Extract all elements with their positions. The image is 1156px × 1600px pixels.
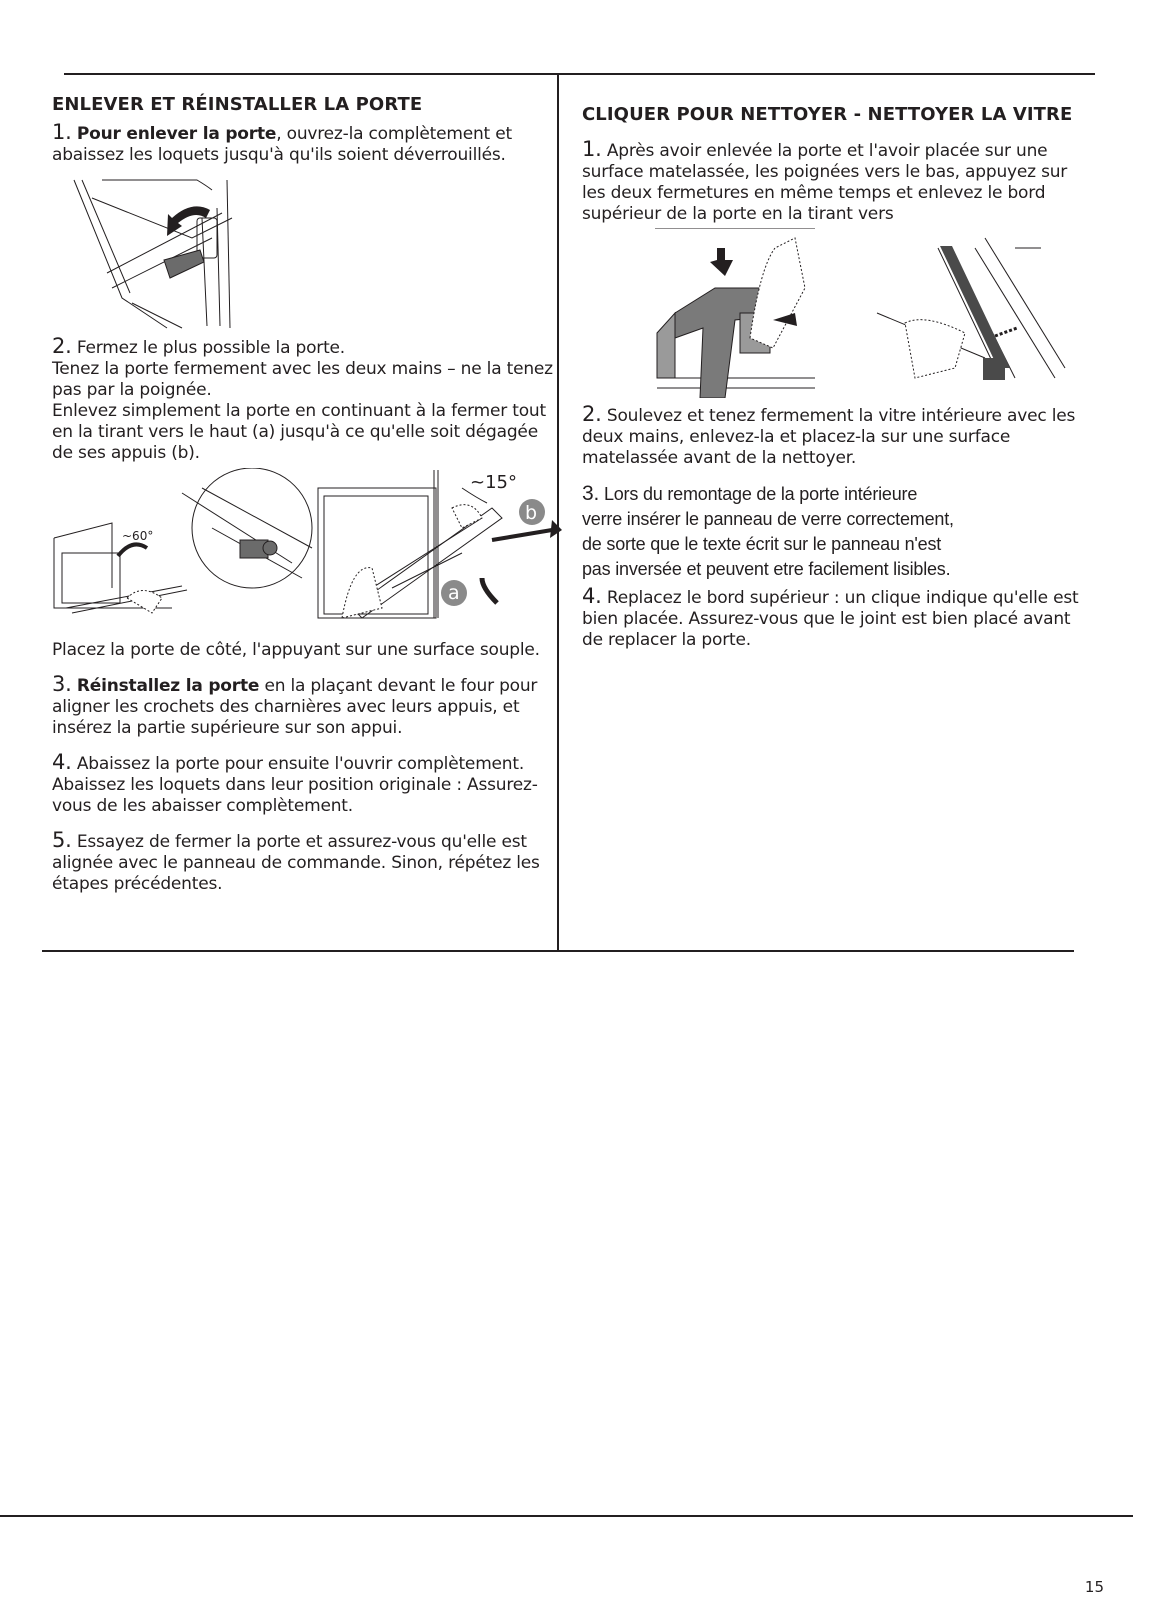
step-text: Essayez de fermer la porte et assurez-vous qu'elle est alignée avec le panneau de commande. Sinon, répétez les étapes précédentes. bbox=[52, 832, 540, 894]
section-title-clean-glass: CLIQUER POUR NETTOYER - NETTOYER LA VITRE bbox=[582, 104, 1073, 125]
top-rule bbox=[64, 73, 1095, 75]
step-number: 4. bbox=[582, 584, 602, 608]
angle-large-label: ~15° bbox=[470, 472, 517, 493]
door-removal-illustration bbox=[52, 468, 562, 628]
after-figure-text: Placez la porte de côté, l'appuyant sur une surface souple. bbox=[52, 640, 540, 660]
right-step-2 bbox=[582, 404, 1092, 469]
right-step-4 bbox=[582, 586, 1092, 651]
step-text: Après avoir enlevée la porte et l'avoir placée sur une surface matelassée, les poignées vers le bas, appuyez sur les deux fermetures en même temps et enlevez le bord supérieur de la porte en la tirant vers bbox=[582, 141, 1068, 224]
step-number: 2. bbox=[582, 402, 602, 426]
left-step-2 bbox=[52, 336, 557, 464]
latch-illustration bbox=[72, 178, 242, 330]
step-number: 1. bbox=[52, 120, 72, 144]
step-number: 3. bbox=[582, 482, 600, 505]
marker-a-label: a bbox=[448, 582, 460, 604]
marker-b-label: b bbox=[525, 502, 538, 524]
step-line-1: Fermez le plus possible la porte. bbox=[76, 338, 345, 358]
section-title-remove-door: ENLEVER ET RÉINSTALLER LA PORTE bbox=[52, 94, 423, 115]
step-line-3: Enlevez simplement la porte en continuant à la fermer tout en la tirant vers le haut (a) jusqu'à ce qu'elle soit dégagée de ses appuis (b). bbox=[52, 401, 546, 463]
right-column bbox=[582, 104, 1092, 225]
step-number: 1. bbox=[582, 137, 602, 161]
footer-rule bbox=[0, 1515, 1133, 1517]
step-line-1: Lors du remontage de la porte intérieure bbox=[603, 484, 918, 504]
right-step-3 bbox=[582, 481, 1092, 582]
step-line-3: de sorte que le texte écrit sur le panneau n'est bbox=[582, 534, 942, 554]
step-line-2: verre insérer le panneau de verre correctement, bbox=[582, 509, 954, 529]
step-text: Abaissez la porte pour ensuite l'ouvrir complètement. Abaissez les loquets dans leur position originale : Assurez-vous de les abaisser complètement. bbox=[52, 754, 538, 816]
step-number: 5. bbox=[52, 828, 72, 852]
step-text: Soulevez et tenez fermement la vitre intérieure avec les deux mains, enlevez-la et placez-la sur une surface matelassée avant de la nettoyer. bbox=[582, 406, 1076, 468]
section-bottom-rule bbox=[42, 950, 1074, 952]
left-step-4 bbox=[52, 752, 557, 817]
step-bold: Pour enlever la porte bbox=[76, 124, 277, 144]
left-column bbox=[52, 94, 557, 166]
left-step-1 bbox=[52, 122, 557, 166]
left-step-3 bbox=[52, 674, 557, 739]
step-number: 3. bbox=[52, 672, 72, 696]
step-text: Replacez le bord supérieur : un clique indique qu'elle est bien placée. Assurez-vous que le joint est bien placé avant de replacer la porte. bbox=[582, 588, 1079, 650]
step-line-2: Tenez la porte fermement avec les deux mains – ne la tenez pas par la poignée. bbox=[52, 359, 553, 400]
step-text: en la plaçant devant le four pour aligner les crochets des charnières avec leurs appuis, et insérez la partie supérieure sur son appui. bbox=[52, 676, 538, 738]
left-lower-text bbox=[52, 640, 557, 895]
step-text: , ouvrez-la complètement et abaissez les loquets jusqu'à qu'ils soient déverrouillés. bbox=[52, 124, 512, 165]
door-clip-illustration bbox=[655, 228, 1080, 398]
step-number: 4. bbox=[52, 750, 72, 774]
step-number: 2. bbox=[52, 334, 72, 358]
left-step-5 bbox=[52, 830, 557, 895]
step-bold: Réinstallez la porte bbox=[76, 676, 260, 696]
right-lower-text bbox=[582, 404, 1092, 651]
angle-small-label: ~60° bbox=[122, 529, 154, 543]
step-line-4: pas inversée et peuvent etre facilement lisibles. bbox=[582, 559, 951, 579]
page-number: 15 bbox=[1084, 1578, 1104, 1596]
right-step-1 bbox=[582, 139, 1092, 225]
